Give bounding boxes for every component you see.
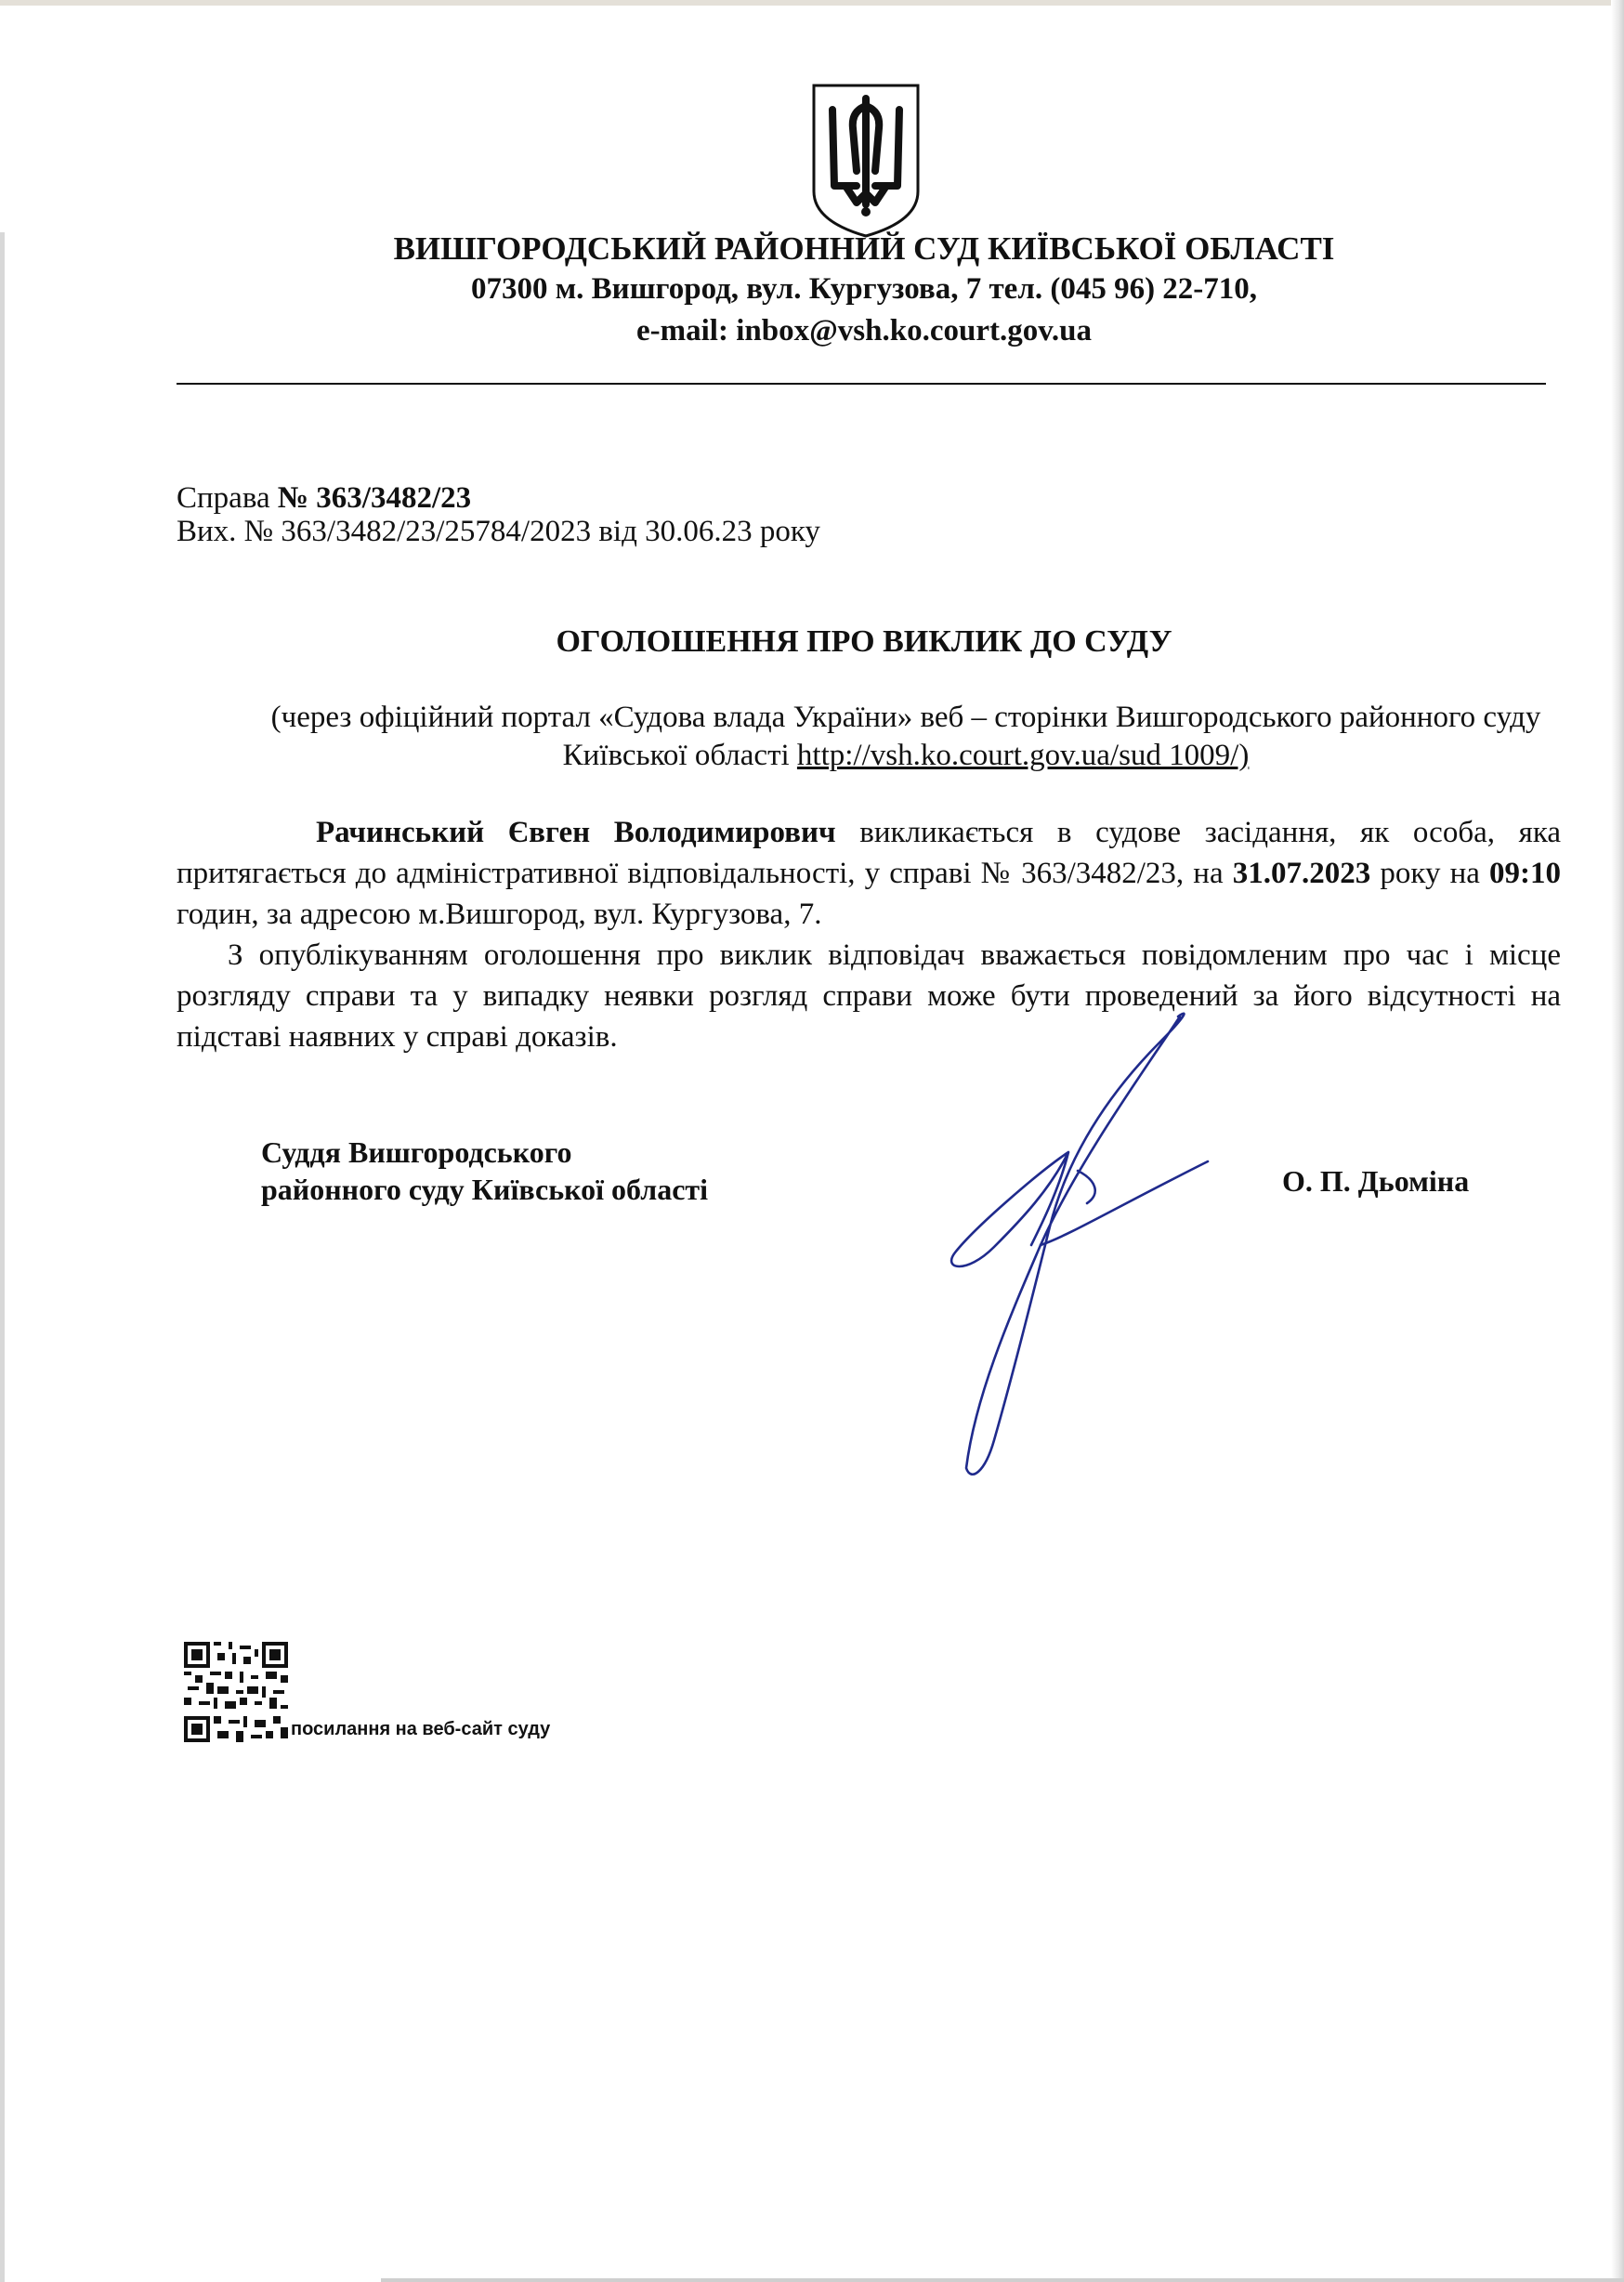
hearing-time: 09:10 (1489, 857, 1561, 890)
notice-body (177, 812, 1561, 1057)
qr-code-icon (184, 1642, 288, 1742)
scan-edge-left (0, 232, 5, 2282)
case-number: № 363/3482/23 (277, 481, 472, 515)
judge-title-line-2: районного суду Київської області (261, 1173, 708, 1206)
portal-note-text: (через офіційний портал «Судова влада України» веб – сторінки Вишгородського районного суду Київської області (270, 701, 1541, 772)
judge-name: О. П. Дьоміна (1282, 1164, 1470, 1198)
case-line (177, 481, 471, 516)
court-email: e-mail: inbox@vsh.ko.court.gov.ua (636, 314, 1092, 348)
scan-edge-right (1611, 0, 1624, 2282)
portal-link[interactable]: http://vsh.ko.court.gov.ua/sud 1009/) (796, 739, 1250, 772)
court-address: 07300 м. Вишгород, вул. Кургузова, 7 тел. (045 96) 22-710, (470, 272, 1258, 306)
qr-code-label: посилання на веб-сайт суду (291, 1719, 551, 1739)
case-prefix: Справа (177, 481, 270, 515)
outgoing-number: Вих. № 363/3482/23/25784/2023 від 30.06.23 року (177, 515, 820, 548)
paragraph-1-part-a: викликається в судове засідання, як особа, яка притягається до адміністративної відповідальності, у справі № 363/3482/23, на (177, 816, 1562, 890)
document-title: ОГОЛОШЕННЯ ПРО ВИКЛИК ДО СУДУ (556, 624, 1172, 659)
judge-title (261, 1134, 708, 1208)
header-divider (177, 383, 1546, 385)
paragraph-1-part-b: року на (1370, 857, 1489, 890)
scan-edge-bottom (381, 2278, 1624, 2282)
portal-note (255, 699, 1556, 775)
paragraph-1-part-c: годин, за адресою м.Вишгород, вул. Кургузова, 7. (177, 898, 822, 931)
court-name: ВИШГОРОДСЬКИЙ РАЙОННИЙ СУД КИЇВСЬКОЇ ОБЛАСТІ (393, 230, 1335, 267)
notice-paragraph-2: З опублікуванням оголошення про виклик відповідач вважається повідомленим про час і місце розгляду справи та у випадку неявки розгляд справи може бути проведений за його відсутності на підставі наявних у справі доказів. (177, 938, 1561, 1054)
coat-of-arms-icon (808, 82, 923, 240)
notice-paragraph-1 (177, 812, 1561, 935)
scan-edge-top (0, 0, 1624, 6)
judge-title-line-1: Суддя Вишгородського (261, 1135, 572, 1169)
handwritten-signature (938, 1003, 1236, 1487)
person-name: Рачинський Євген Володимирович (316, 816, 836, 849)
hearing-date: 31.07.2023 (1232, 857, 1371, 890)
